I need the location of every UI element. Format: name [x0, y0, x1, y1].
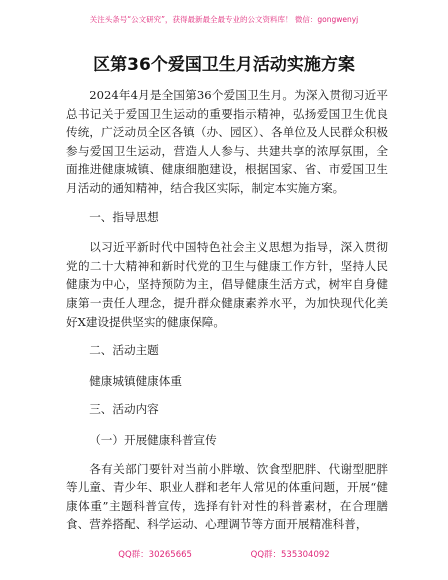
section-3-paragraph: 各有关部门要针对当前小胖墩、饮食型肥胖、代谢型肥胖等儿童、青少年、职业人群和老年人常见的体重问题，开展“健康体重”主题科普宣传，选择有针对性的科普素材，在合理膳食、营养搭配、科学运动、心理调节等方面开展精准科普， — [66, 461, 388, 532]
section-3-sub-heading: （一）开展健康科普宣传 — [89, 432, 217, 447]
document-body — [66, 86, 388, 544]
footer-qq-1: QQ群：30265665 — [118, 550, 192, 560]
document-title: 区第36个爱国卫生月活动实施方案 — [93, 55, 355, 75]
footer-qq-2: QQ群：535304092 — [250, 550, 330, 560]
section-2-heading: 二、活动主题 — [89, 343, 159, 358]
section-1-heading: 一、指导思想 — [89, 209, 159, 224]
section-1-paragraph: 以习近平新时代中国特色社会主义思想为指导，深入贯彻党的二十大精神和新时代党的卫生与健康工作方针，坚持人民健康为中心，坚持预防为主，倡导健康生活方式，树牢自身健康第一责任人理念，提升群众健康素养水平，为加快现代化美好X建设提供坚实的健康保障。 — [66, 240, 388, 329]
footer-contact — [0, 548, 448, 560]
intro-paragraph: 2024年4月是全国第36个爱国卫生月。为深入贯彻习近平总书记关于爱国卫生运动的重要指示精神，弘扬爱国卫生优良传统，广泛动员全区各镇（办、园区）、各单位及人民群众积极参与爱国卫生运动，营造人人参与、共建共享的浓厚氛围，全面推进健康城镇、健康细胞建设，根据国家、省、市爱国卫生月活动的通知精神，结合我区实际，制定本实施方案。 — [66, 88, 388, 195]
header-note: 关注头条号“公文研究”，获得最新最全最专业的公文资料库！ 微信：gongwenyj — [89, 15, 359, 24]
section-2-paragraph: 健康城镇健康体重 — [89, 373, 182, 388]
section-3-heading: 三、活动内容 — [89, 402, 159, 417]
